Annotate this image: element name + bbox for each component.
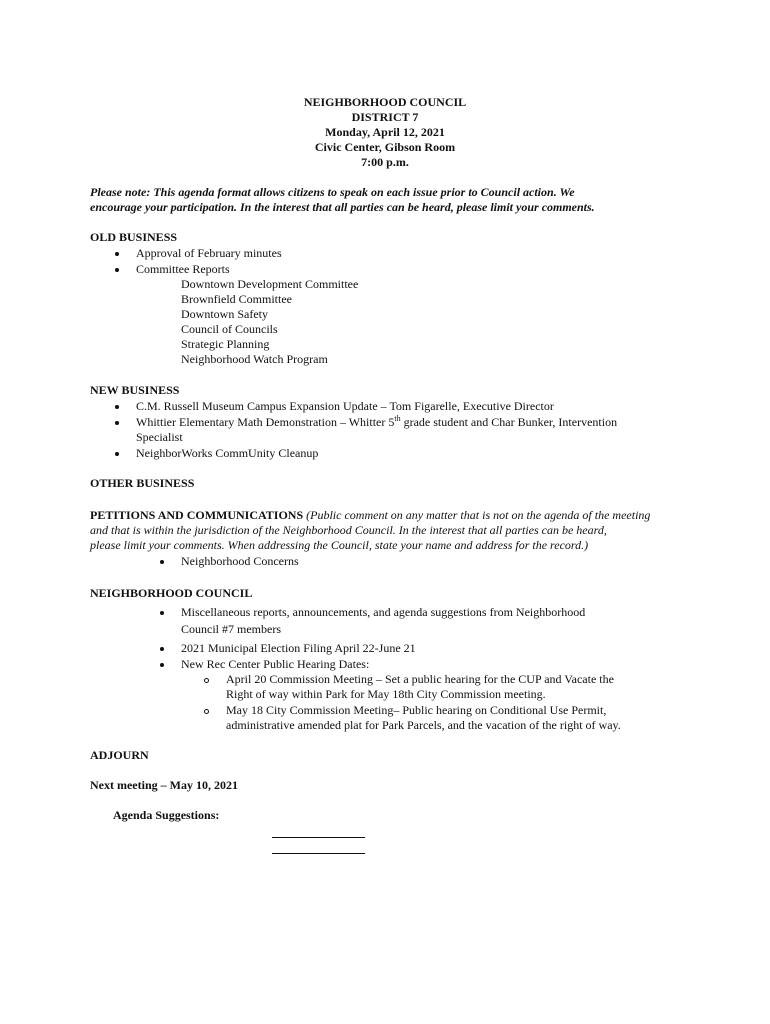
bullet-icon [115, 452, 119, 456]
petitions-paragraph-line-3: please limit your comments. When addressing the Council, state your name and address for the record.) [90, 538, 589, 552]
list-item: C.M. Russell Museum Campus Expansion Update – Tom Figarelle, Executive Director [136, 399, 554, 413]
sub-list-item-continuation: Right of way within Park for May 18th City Commission meeting. [226, 687, 546, 701]
committee-item: Downtown Development Committee [181, 277, 359, 291]
council-title: NEIGHBORHOOD COUNCIL [303, 95, 467, 109]
meeting-location: Civic Center, Gibson Room [314, 140, 456, 154]
meeting-date: Monday, April 12, 2021 [325, 125, 445, 139]
list-item: Approval of February minutes [136, 246, 282, 260]
old-business-heading: OLD BUSINESS [90, 230, 178, 244]
adjourn-heading: ADJOURN [90, 748, 149, 762]
committee-item: Brownfield Committee [181, 292, 292, 306]
blank-line [272, 853, 365, 854]
bullet-icon [115, 405, 119, 409]
list-item-text: grade student and Char Bunker, Intervention [400, 415, 618, 429]
petitions-paragraph-line-2: and that is within the jurisdiction of the Neighborhood Council. In the interest that all parties can be heard, [90, 523, 607, 537]
petitions-heading: PETITIONS AND COMMUNICATIONS [90, 508, 304, 522]
list-item: 2021 Municipal Election Filing April 22-June 21 [181, 641, 416, 655]
sub-list-item-continuation: administrative amended plat for Park Parcels, and the vacation of the right of way. [226, 718, 621, 732]
list-item [136, 415, 617, 430]
bullet-icon [115, 252, 119, 256]
bullet-icon [115, 268, 119, 272]
bullet-icon [160, 611, 164, 615]
list-item: NeighborWorks CommUnity Cleanup [136, 446, 319, 460]
committee-item: Neighborhood Watch Program [181, 352, 328, 366]
blank-line [272, 837, 365, 838]
sub-list-item: April 20 Commission Meeting – Set a public hearing for the CUP and Vacate the [226, 672, 614, 686]
list-item: New Rec Center Public Hearing Dates: [181, 657, 370, 671]
ordinal-suffix: th [394, 414, 401, 423]
committee-item: Downtown Safety [181, 307, 268, 321]
new-business-heading: NEW BUSINESS [90, 383, 180, 397]
petitions-text: (Public comment on any matter that is not on the agenda of the meeting [303, 508, 651, 522]
sub-bullet-icon [204, 678, 209, 683]
list-item: Neighborhood Concerns [181, 554, 299, 568]
list-item-text: Whittier Elementary Math Demonstration – Whitter 5 [136, 415, 395, 429]
committee-item: Strategic Planning [181, 337, 270, 351]
next-meeting: Next meeting – May 10, 2021 [90, 778, 238, 792]
sub-bullet-icon [204, 709, 209, 714]
neighborhood-council-heading: NEIGHBORHOOD COUNCIL [90, 586, 253, 600]
other-business-heading: OTHER BUSINESS [90, 476, 195, 490]
agenda-suggestions-label: Agenda Suggestions: [113, 808, 220, 822]
bullet-icon [160, 560, 164, 564]
district-title: DISTRICT 7 [351, 110, 419, 124]
sub-list-item: May 18 City Commission Meeting– Public hearing on Conditional Use Permit, [226, 703, 607, 717]
bullet-icon [160, 663, 164, 667]
list-item: Committee Reports [136, 262, 230, 276]
note-line-1: Please note: This agenda format allows citizens to speak on each issue prior to Council action. We [90, 185, 575, 199]
bullet-icon [115, 421, 119, 425]
committee-item: Council of Councils [181, 322, 278, 336]
list-item-continuation: Council #7 members [181, 622, 281, 636]
list-item: Miscellaneous reports, announcements, and agenda suggestions from Neighborhood [181, 605, 586, 619]
petitions-paragraph-line-1 [90, 508, 650, 523]
list-item-continuation: Specialist [136, 430, 183, 444]
meeting-time: 7:00 p.m. [361, 155, 409, 169]
note-line-2: encourage your participation. In the interest that all parties can be heard, please limit your comments. [90, 200, 595, 214]
bullet-icon [160, 647, 164, 651]
